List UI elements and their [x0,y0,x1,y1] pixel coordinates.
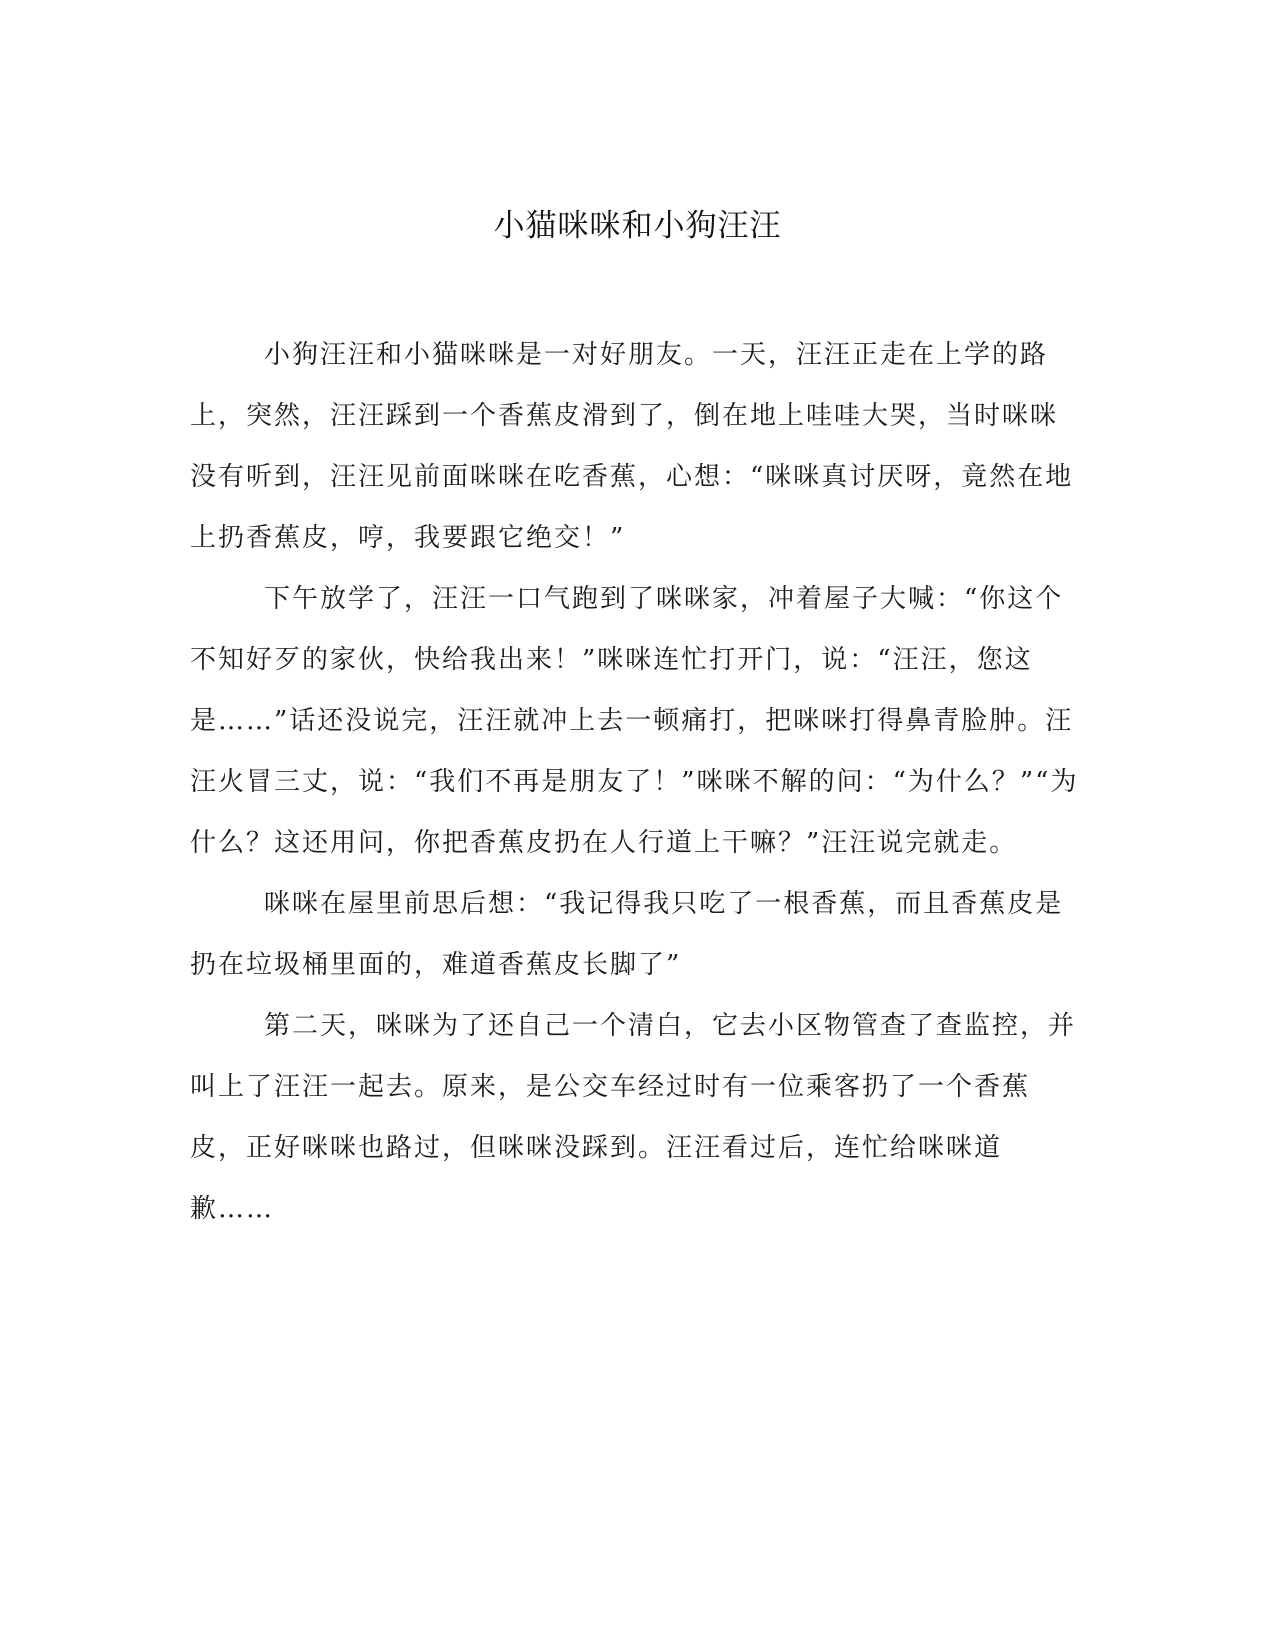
paragraph-2: 下午放学了，汪汪一口气跑到了咪咪家，冲着屋子大喊：“你这个不知好歹的家伙，快给我出来！”咪咪连忙打开门，说：“汪汪，您这是……”话还没说完，汪汪就冲上去一顿痛打，把咪咪打得鼻青脸肿。汪汪火冒三丈，说：“我们不再是朋友了！”咪咪不解的问：“为什么？”“为什么？这还用问，你把香蕉皮扔在人行道上干嘛？”汪汪说完就走。 [190,584,1079,858]
document-body [190,325,1080,1240]
paragraph-4: 第二天，咪咪为了还自己一个清白，它去小区物管查了查监控，并叫上了汪汪一起去。原来，是公交车经过时有一位乘客扔了一个香蕉皮，正好咪咪也路过，但咪咪没踩到。汪汪看过后，连忙给咪咪道歉…… [190,1011,1077,1224]
paragraph-1: 小狗汪汪和小猫咪咪是一对好朋友。一天，汪汪正走在上学的路上，突然，汪汪踩到一个香蕉皮滑到了，倒在地上哇哇大哭，当时咪咪没有听到，汪汪见前面咪咪在吃香蕉，心想：“咪咪真讨厌呀，竟然在地上扔香蕉皮，哼，我要跟它绝交！” [190,340,1074,553]
paragraph-3: 咪咪在屋里前思后想：“我记得我只吃了一根香蕉，而且香蕉皮是扔在垃圾桶里面的，难道香蕉皮长脚了” [190,889,1064,980]
document-title: 小猫咪咪和小狗汪汪 [493,208,782,244]
